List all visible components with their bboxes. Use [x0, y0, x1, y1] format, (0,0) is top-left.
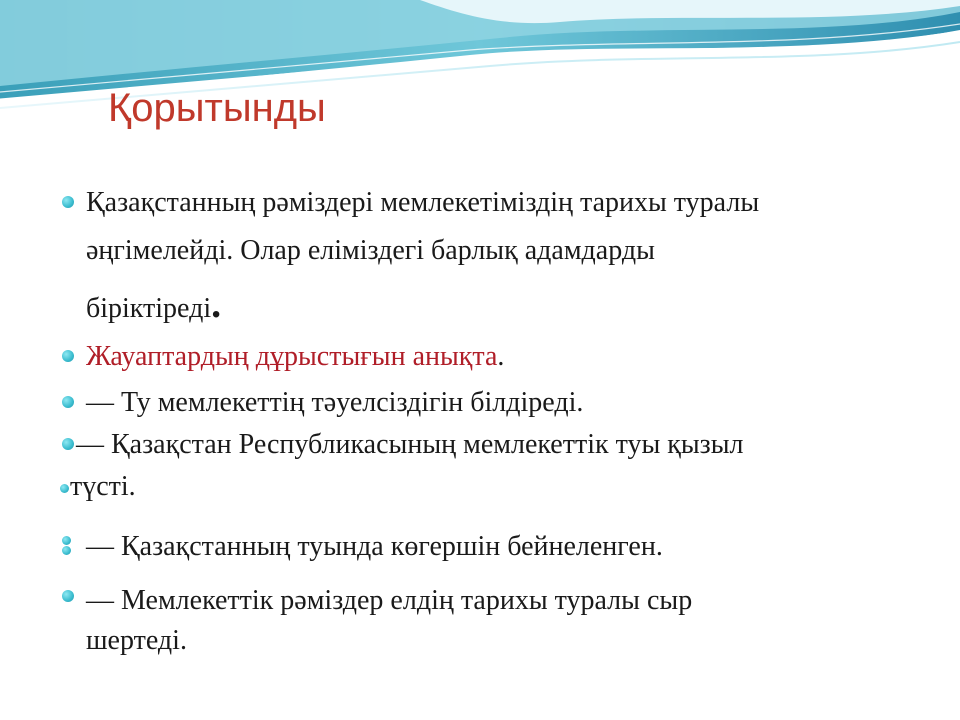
paragraph-4-line-1: — Қазақстан Республикасының мемлекеттік туы қызыл: [76, 429, 744, 460]
bullet-icon: [62, 196, 74, 208]
slide-title: Қорытынды: [108, 86, 326, 130]
bullet-icon: [62, 536, 71, 545]
paragraph-3: — Ту мемлекеттің тәуелсіздігін білдіреді.: [86, 387, 584, 418]
bullet-icon: [60, 484, 69, 493]
paragraph-4-line-2: түсті.: [70, 471, 136, 502]
paragraph-5: — Қазақстанның туында көгершін бейнеленген.: [86, 531, 663, 562]
bullet-icon: [62, 396, 74, 408]
paragraph-1-line-2: әңгімелейді. Олар еліміздегі барлық адамдарды: [86, 235, 655, 266]
paragraph-2-period: .: [497, 341, 505, 372]
bullet-icon: [62, 590, 74, 602]
paragraph-1-period: .: [211, 281, 222, 326]
paragraph-1-line-3-text: біріктіреді: [86, 293, 212, 324]
paragraph-2: [86, 340, 504, 374]
paragraph-1-line-1: Қазақстанның рәміздері мемлекетіміздің тарихы туралы: [86, 187, 760, 218]
paragraph-1-line-3: [86, 281, 222, 326]
bullet-icon: [62, 350, 74, 362]
paragraph-6-line-1: — Мемлекеттік рәміздер елдің тарихы туралы сыр: [86, 585, 693, 616]
paragraph-2-text: Жауаптардың дұрыстығын анықта: [86, 341, 498, 372]
paragraph-6-line-2: шертеді.: [86, 625, 187, 656]
bullet-icon: [62, 438, 74, 450]
bullet-icon: [62, 546, 71, 555]
